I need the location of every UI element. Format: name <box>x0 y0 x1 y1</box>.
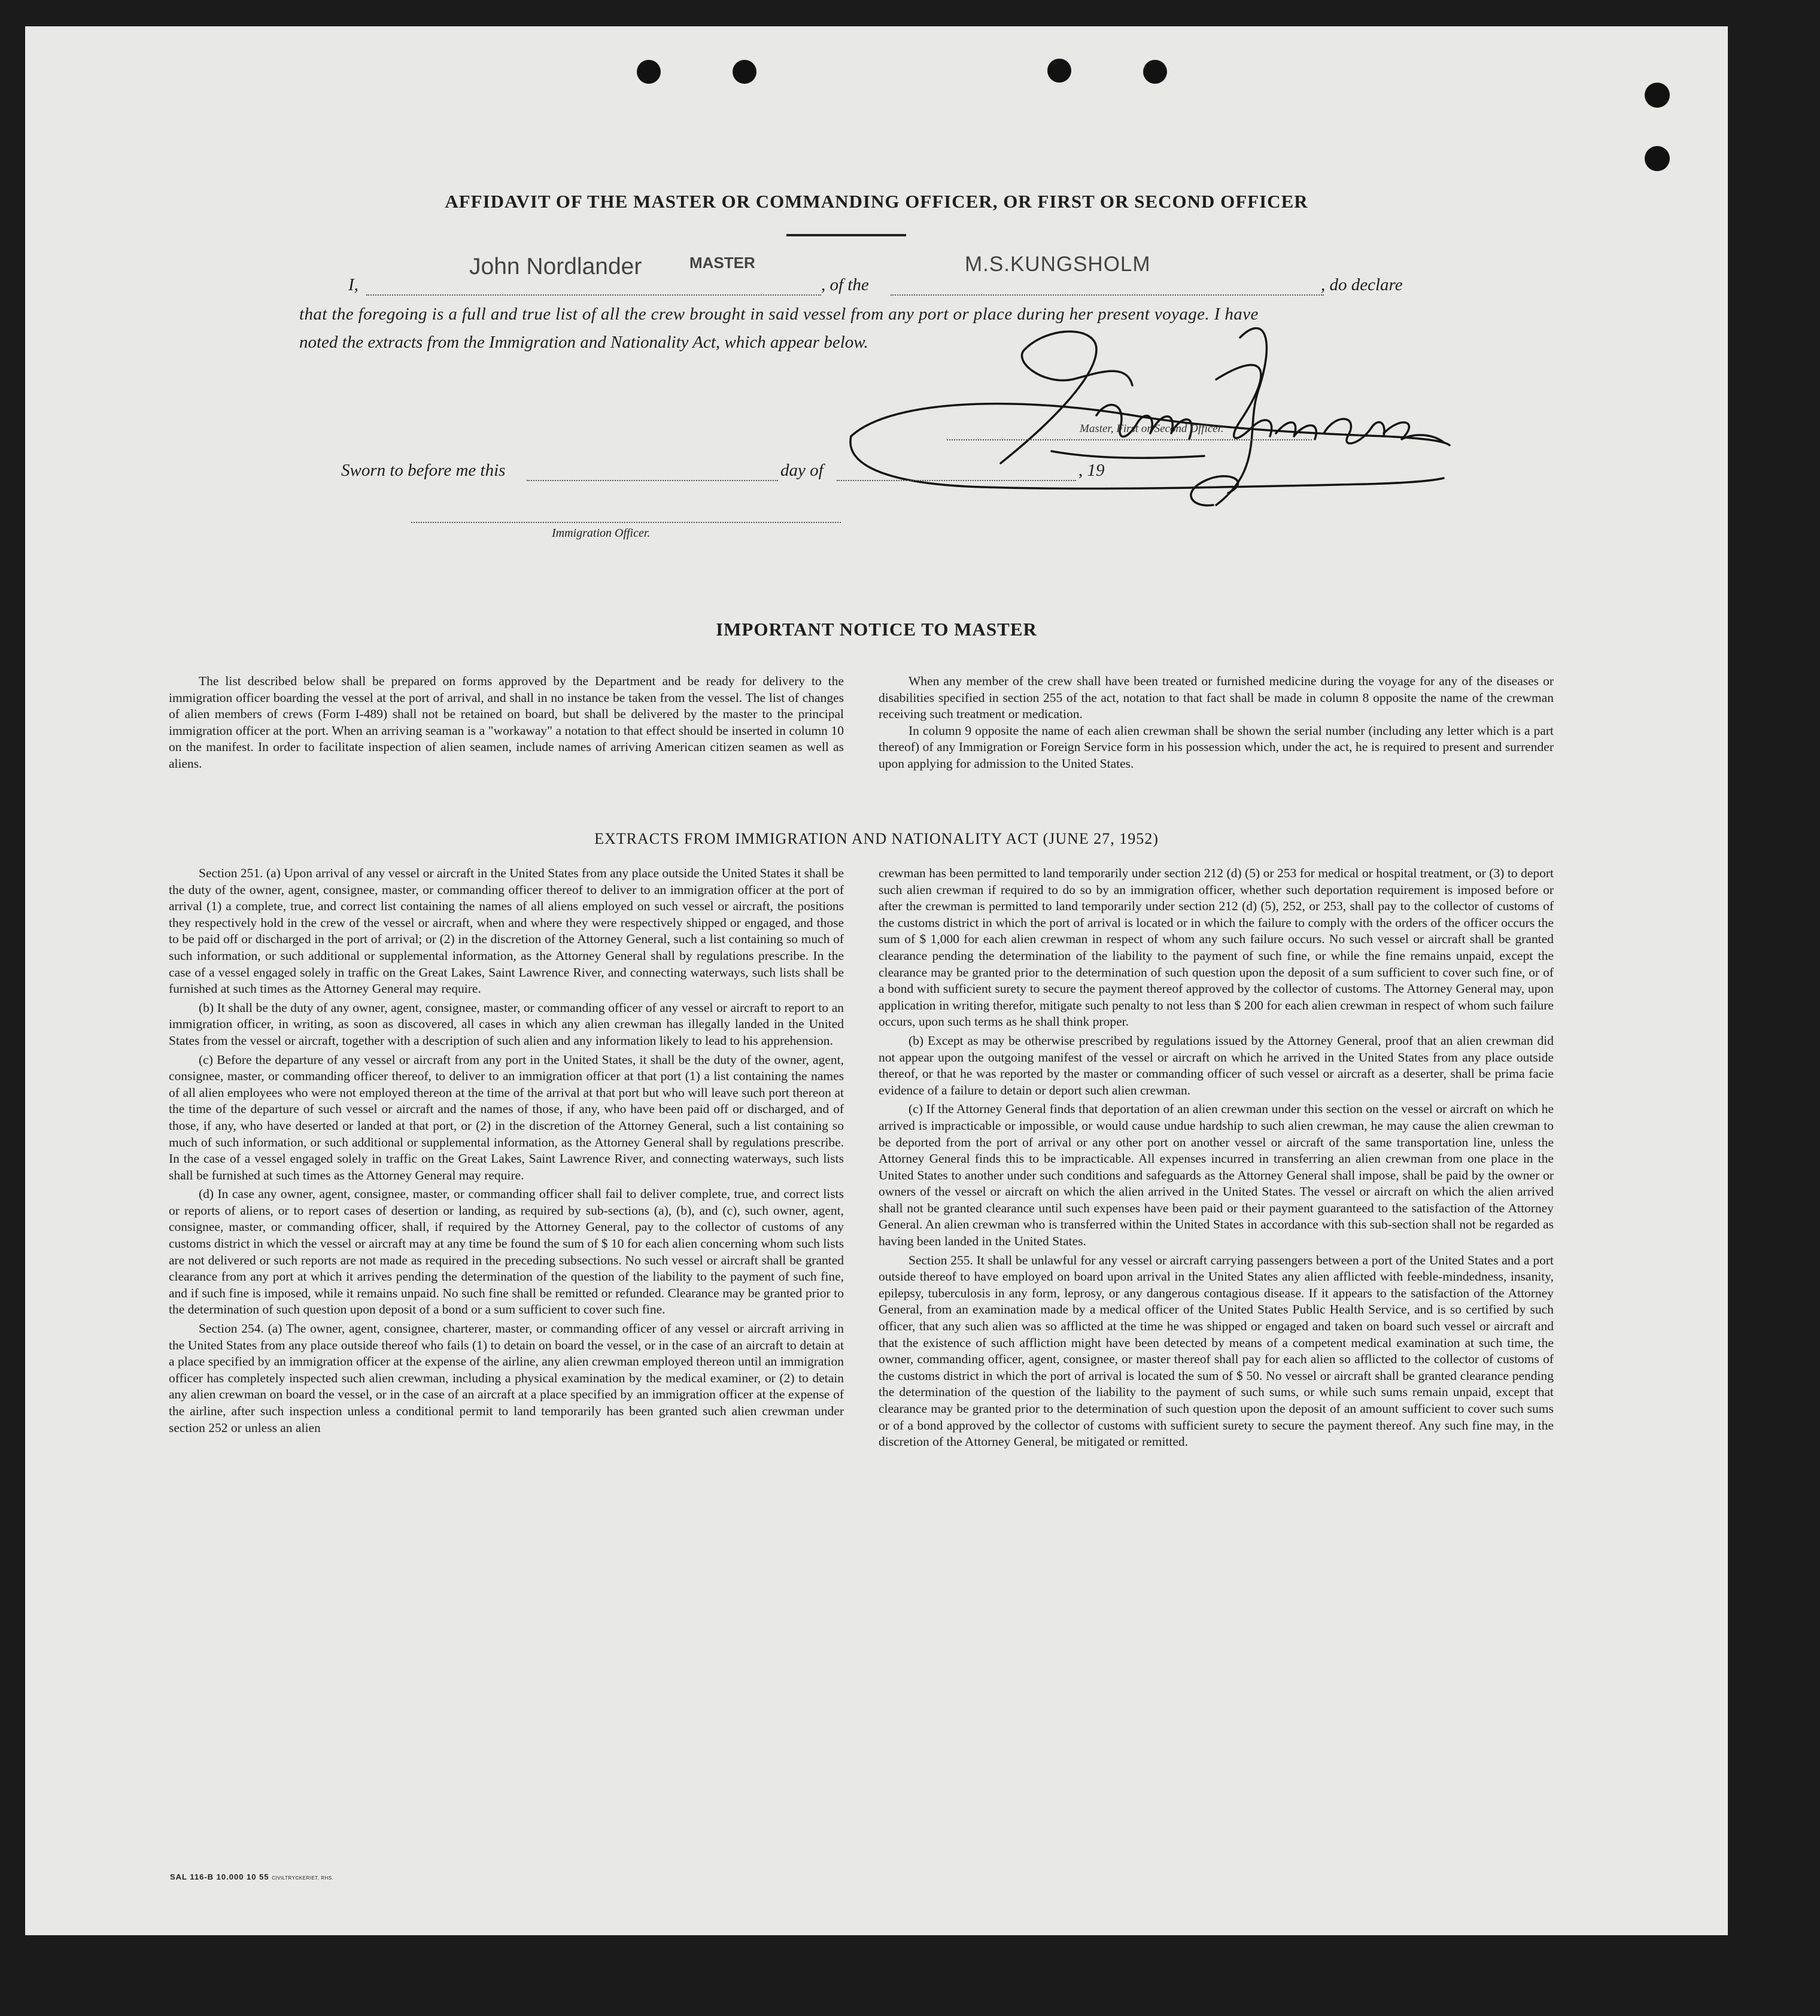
act-section-254c: (c) If the Attorney General finds that deportation of an alien crewman under this section on the vessel or aircraft on which he arrived is impracticable or impossible, or would cause undue hardship to such alien crewman, he may cause the alien crewman to be deported from the port of arrival or any other port on another vessel or aircraft of the same transportation line, unless the Attorney General finds this to be impracticable. All expenses incurred in transferring an alien crewman from one place in the United States to another under such conditions and safeguards as the Attorney General shall impose, shall be paid by the owner or owners of the vessel or aircraft on which the alien arrived in the United States. The vessel or aircraft on which the alien arrived shall not be granted clearance until such expenses have been paid or their payment guaranteed to the satisfaction of the Attorney General. An alien crewman who is transferred within the United States in accordance with this sub-section shall not be regarded as having been landed in the United States. <box>879 1102 1554 1249</box>
vessel-field-line <box>891 294 1324 296</box>
affidavit-pronoun: I, <box>348 275 358 294</box>
act-section-251c: (c) Before the departure of any vessel or aircraft from any port in the United States, it shall be the duty of the owner, agent, consignee, master, or commanding officer thereof, to deliver to an immigration officer at that port (1) a list containing the names of all alien employees who were not employed thereon at the time of the arrival at that port but who will leave such port thereon at the time of the departure of such vessel or aircraft and the names of those, if any, who have been paid off or discharged, and of those, if any, who have deserted or landed at that port, or (2) in the discretion of the Attorney General, such a list containing so much of such information, or such additional or supplemental information, as the Attorney General shall by regulations prescribe. In the case of a vessel engaged solely in traffic on the Great Lakes, Saint Lawrence River, and connecting waterways, such lists shall be furnished at such times as the Attorney General may require. <box>169 1052 844 1182</box>
typed-master-rank: MASTER <box>689 254 755 272</box>
punch-hole <box>1645 146 1670 171</box>
signature-line <box>947 439 1312 440</box>
extracts-left-column <box>169 865 844 1439</box>
affidavit-line-3: noted the extracts from the Immigration and Nationality Act, which appear below. <box>299 333 868 352</box>
form-footer <box>170 1872 333 1881</box>
typed-vessel-name: M.S.KUNGSHOLM <box>965 253 1151 276</box>
punch-hole <box>1047 59 1071 83</box>
sworn-month-line <box>837 480 1076 481</box>
officer-signature-line <box>411 522 841 523</box>
act-section-251a: Section 251. (a) Upon arrival of any vessel or aircraft in the United States from any place outside the United States it shall be the duty of the owner, agent, consignee, master, or commanding officer thereof to deliver to an immigration officer at the port of arrival (1) a complete, true, and correct list containing the names of all aliens employed on such vessel or aircraft, the positions they respectively hold in the crew of the vessel or aircraft, when and where they were respectively shipped or engaged, and those to be paid off or discharged in the port of arrival; or (2) in the discretion of the Attorney General, such a list containing so much of such information, or such additional or supplemental information, as the Attorney General shall by regulations prescribe. In the case of a vessel engaged solely in traffic on the Great Lakes, Saint Lawrence River, and connecting waterways, such lists shall be furnished at such times as the Attorney General may require. <box>169 866 844 996</box>
act-section-254b: (b) Except as may be otherwise prescribed by regulations issued by the Attorney General, proof that an alien crewman did not appear upon the outgoing manifest of the vessel or aircraft on which he arrived in the United States from any place outside thereof, or that he was reported by the master or commanding officer of such vessel or aircraft as a deserter, shall be prima facie evidence of a failure to detain or deport such alien crewman. <box>879 1033 1554 1097</box>
year-label: , 19 <box>1078 461 1105 480</box>
form-number: SAL 116-B 10.000 10 55 <box>170 1872 269 1881</box>
officer-caption: Immigration Officer. <box>552 527 651 540</box>
of-the-label: , of the <box>821 275 869 294</box>
notice-paragraph: When any member of the crew shall have been treated or furnished medicine during the voyage for any of the diseases or disabilities specified in section 255 of the act, notation to that fact shall be made in column 8 opposite the name of the crewman receiving such treatment or medication. <box>879 674 1554 722</box>
affidavit-title: AFFIDAVIT OF THE MASTER OR COMMANDING OFFICER, OR FIRST OR SECOND OFFICER <box>445 191 1308 212</box>
name-field-line <box>366 294 821 296</box>
document-page <box>25 26 1728 1935</box>
notice-paragraph: The list described below shall be prepared on forms approved by the Department and be ready for delivery to the immigration officer boarding the vessel at the port of arrival, and shall in no instance be taken from the vessel. The list of changes of alien members of crews (Form I-489) shall not be retained on board, but shall be delivered by the master to the principal immigration officer at the port. When an arriving seaman is a "workaway" a notation to that effect should be inserted in column 10 on the manifest. In order to facilitate inspection of alien seamen, include names of arriving American citizen seamen as well as aliens. <box>169 674 844 771</box>
title-rule <box>786 234 906 236</box>
act-section-251d: (d) In case any owner, agent, consignee, master, or commanding officer shall fail to deliver complete, true, and correct lists or reports of aliens, or to report cases of desertion or landing, as required by sub-sections (a), (b), and (c), such owner, agent, consignee, master, or commanding officer, shall, if required by the Attorney General, pay to the collector of customs of any customs district in which the vessel or aircraft may at any time be found the sum of $ 10 for each alien concerning whom such lists are not delivered or such reports are not made as required in the preceding subsections. No such vessel or aircraft shall be granted clearance from any port at which it arrives pending the determination of the question of the liability to the payment of such fine, and if such fine is imposed, while it remains unpaid. No such fine shall be remitted or refunded. Clearance may be granted prior to the determination of such question upon deposit of a bond or a sum sufficient to cover such fine. <box>169 1187 844 1317</box>
extracts-right-column <box>879 865 1554 1453</box>
day-of-label: day of <box>780 461 824 480</box>
act-section-251b: (b) It shall be the duty of any owner, agent, consignee, master, or commanding officer of any vessel or aircraft to report to an immigration officer, in writing, as soon as discovered, all cases in which any alien crewman has illegally landed in the United States from the vessel or aircraft, together with a description of such alien and any information likely to lead to his apprehension. <box>169 1000 844 1048</box>
affidavit-line-2: that the foregoing is a full and true list of all the crew brought in said vessel from any port or place during her present voyage. I have <box>299 305 1259 324</box>
act-section-254a: Section 254. (a) The owner, agent, consignee, charterer, master, or commanding officer of any vessel or aircraft arriving in the United States from any place outside thereof who fails (1) to detain on board the vessel, or in the case of an aircraft to detain at a place specified by an immigration officer at the expense of the airline, any alien crewman employed thereon until an immigration officer has completely inspected such alien crewman, including a physical examination by the medical examiner, or (2) to detain any alien crewman on board the vessel, or in the case of an aircraft at a place specified by an immigration officer at the expense of the airline, after such inspection unless a conditional permit to land temporarily has been granted such alien crewman under section 252 or unless an alien <box>169 1321 844 1435</box>
act-section-254a-cont: crewman has been permitted to land temporarily under section 212 (d) (5) or 253 for medical or hospital treatment, or (3) to deport such alien crewman if required to do so by an immigration officer, whether such deportation requirement is imposed before or after the crewman is permitted to land temporarily under section 212 (d) (5), 252, or 253, shall pay to the collector of customs of the customs district in which the port of arrival is located or in which the failure to comply with the orders of the officer occurs the sum of $ 1,000 for each alien crewman in respect of whom any such failure occurs. No such vessel or aircraft shall be granted clearance pending the determination of the liability to the payment of such fine, or while the fine remains unpaid, except the clearance may be granted prior to the determination of such question upon the deposit of a sum sufficient to cover such fine, or of a bond with sufficient surety to secure the payment thereof approved by the collector of customs. The Attorney General may, upon application in writing therefor, mitigate such penalty to not less than $ 200 for each alien crewman in respect of whom such failure occurs, upon such terms as he shall think proper. <box>879 866 1554 1029</box>
printer-name: CIVILTRYCKERIET, RHS. <box>272 1875 334 1881</box>
sworn-label: Sworn to before me this <box>341 461 506 480</box>
notice-title: IMPORTANT NOTICE TO MASTER <box>716 619 1037 640</box>
notice-left-column <box>169 673 844 775</box>
punch-hole <box>1645 83 1670 108</box>
notice-right-column <box>879 673 1554 775</box>
punch-hole <box>733 60 756 84</box>
punch-hole <box>1143 60 1167 84</box>
punch-hole <box>637 60 661 84</box>
extracts-title: EXTRACTS FROM IMMIGRATION AND NATIONALITY ACT (JUNE 27, 1952) <box>594 830 1159 847</box>
master-signature <box>845 314 1467 511</box>
notice-paragraph: In column 9 opposite the name of each alien crewman shall be shown the serial number (including any letter which is a part thereof) of any Immigration or Foreign Service form in his possession which, under the act, he is required to present and surrender upon applying for admission to the United States. <box>879 723 1554 771</box>
signature-caption: Master, First or Second Officer. <box>1080 422 1224 435</box>
act-section-255: Section 255. It shall be unlawful for any vessel or aircraft carrying passengers between a port of the United States and a port outside thereof to have employed on board upon arrival in the United States any alien afflicted with feeble-mindedness, insanity, epilepsy, tuberculosis in any form, leprosy, or any dangerous contagious disease. If it appears to the satisfaction of the Attorney General, from an examination made by a medical officer of the United States Public Health Service, and is so certified by such officer, that any such alien was so afflicted at the time he was shipped or engaged and taken on board such vessel or aircraft and that the existence of such affliction might have been detected by means of a competent medical examination at such time, the owner, commanding officer, agent, consignee, or master thereof shall pay for each alien so afflicted to the collector of customs of the customs district in which the port of arrival is located the sum of $ 50. No vessel or aircraft shall be granted clearance pending the determination of the question of the liability to the payment of such sums, or while such sums remain unpaid, except that clearance may be granted prior to the determination of such question upon the deposit of an amount sufficient to cover such sums or of a bond approved by the collector of customs with sufficient surety to secure the payment thereof. Any such fine may, in the discretion of the Attorney General, be mitigated or remitted. <box>879 1252 1554 1449</box>
sworn-day-line <box>527 480 778 481</box>
typed-master-name: John Nordlander <box>469 254 642 279</box>
do-declare-label: , do declare <box>1321 275 1403 294</box>
